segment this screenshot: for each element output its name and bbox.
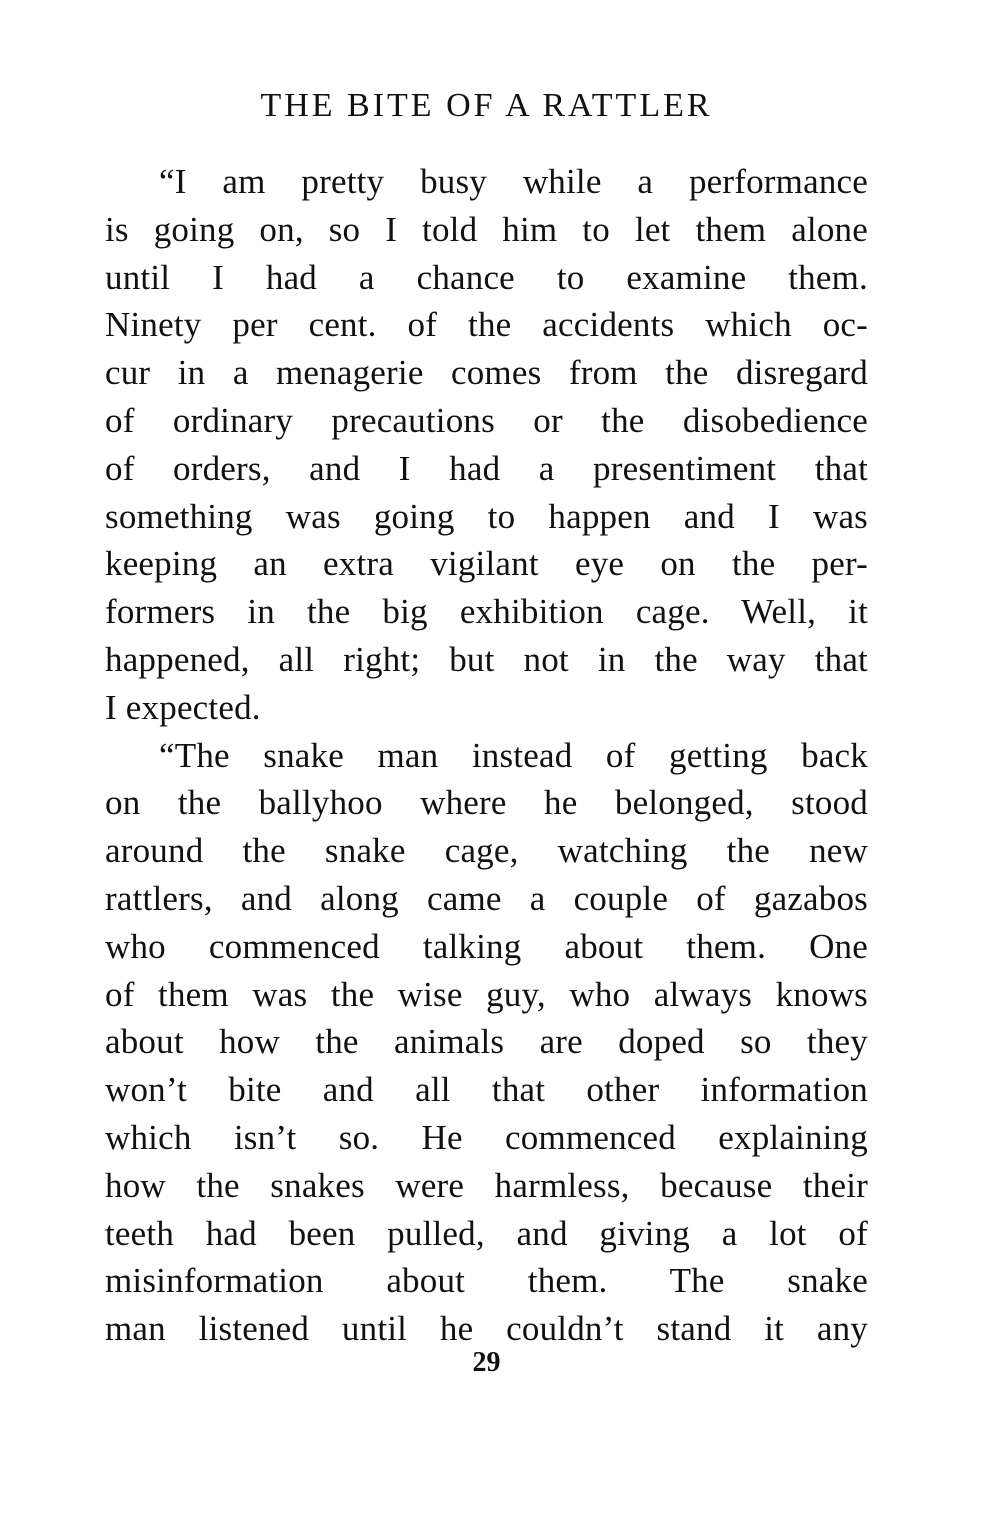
- text-line: is going on, so I told him to let them alone: [105, 209, 868, 249]
- body-text: [105, 158, 868, 1353]
- text-line: cur in a menagerie comes from the disregard: [105, 353, 868, 393]
- text-line: who commenced talking about them. One: [105, 926, 868, 966]
- text-line: of orders, and I had a presentiment that: [105, 448, 868, 488]
- text-line: Ninety per cent. of the accidents which oc-: [105, 305, 868, 345]
- text-line: rattlers, and along came a couple of gazabos: [105, 878, 868, 918]
- text-line: how the snakes were harmless, because their: [105, 1165, 868, 1205]
- running-head: THE BITE OF A RATTLER: [260, 87, 713, 124]
- text-line: I expected.: [105, 687, 261, 727]
- text-line: “The snake man instead of getting back: [159, 735, 868, 775]
- text-line: keeping an extra vigilant eye on the per-: [105, 544, 868, 584]
- paragraph-2: [105, 732, 868, 1353]
- text-line: formers in the big exhibition cage. Well, it: [105, 592, 868, 632]
- text-line: around the snake cage, watching the new: [105, 831, 868, 871]
- text-line: of ordinary precautions or the disobedience: [105, 400, 868, 440]
- text-line: happened, all right; but not in the way that: [105, 639, 868, 679]
- text-line: “I am pretty busy while a performance: [159, 162, 868, 201]
- text-line: teeth had been pulled, and giving a lot of: [105, 1213, 868, 1253]
- text-line: about how the animals are doped so they: [105, 1022, 868, 1062]
- text-line: which isn’t so. He commenced explaining: [105, 1117, 868, 1157]
- page-number: 29: [472, 1347, 501, 1378]
- text-line: of them was the wise guy, who always knows: [105, 974, 868, 1014]
- text-line: man listened until he couldn’t stand it any: [105, 1309, 868, 1349]
- text-line: on the ballyhoo where he belonged, stood: [105, 783, 868, 823]
- text-line: until I had a chance to examine them.: [105, 257, 868, 297]
- text-line: misinformation about them. The snake: [105, 1261, 868, 1301]
- text-line: won’t bite and all that other information: [105, 1070, 868, 1110]
- paragraph-1: [105, 158, 868, 732]
- text-line: something was going to happen and I was: [105, 496, 868, 536]
